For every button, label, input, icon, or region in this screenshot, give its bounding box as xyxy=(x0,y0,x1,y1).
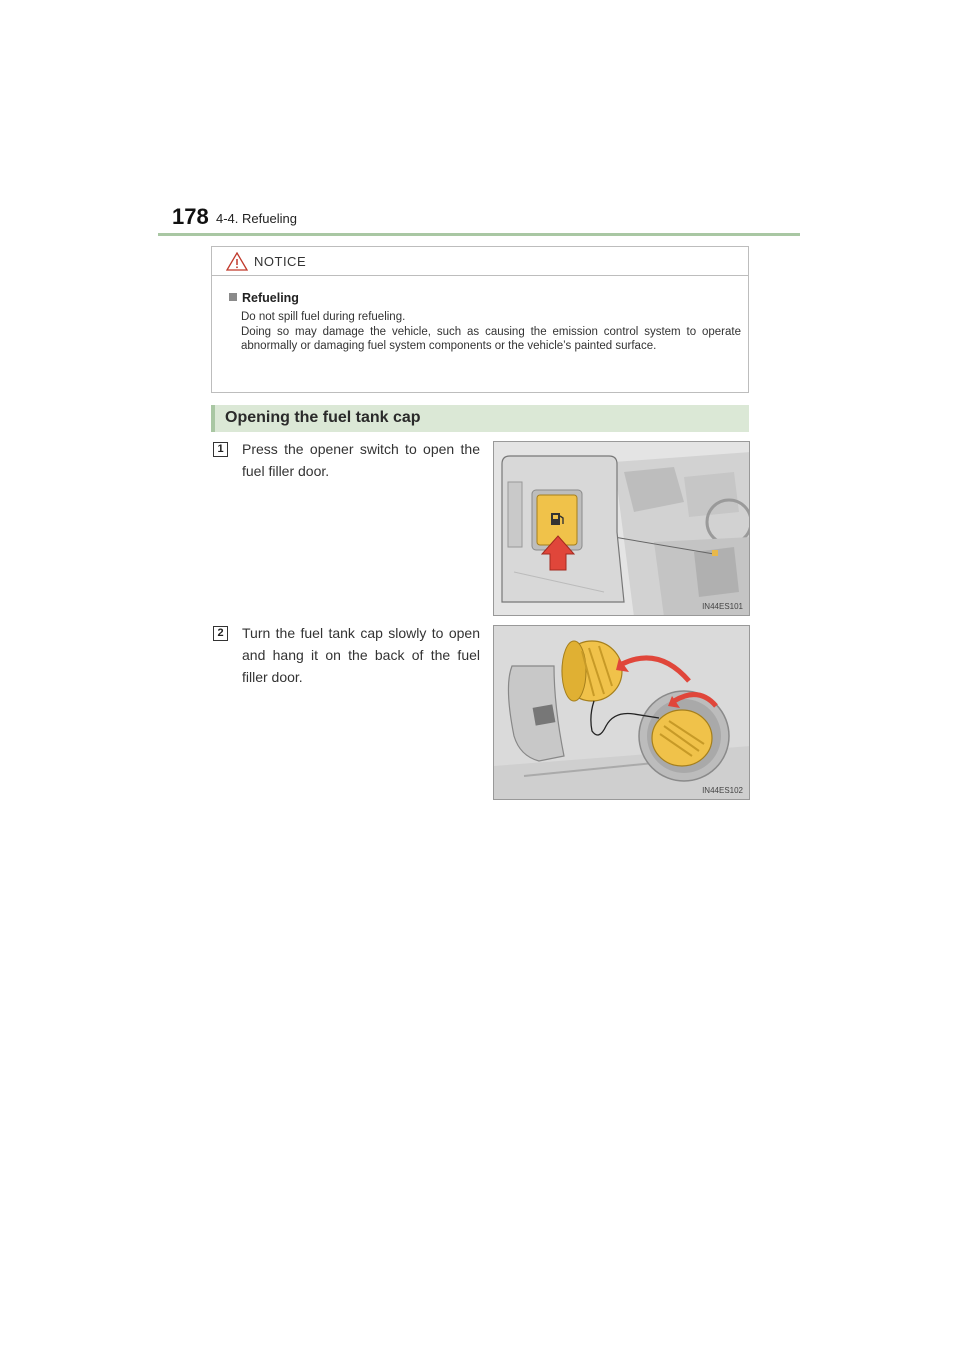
figure-code: IN44ES101 xyxy=(702,602,743,611)
section-header xyxy=(211,405,749,432)
fuel-door-switch-illustration xyxy=(494,442,750,616)
figure-code: IN44ES102 xyxy=(702,786,743,795)
warning-icon xyxy=(226,252,248,271)
notice-subheading-text: Refueling xyxy=(242,291,299,305)
fuel-tank-cap-illustration xyxy=(494,626,750,800)
section-title: 4-4. Refueling xyxy=(216,211,297,226)
figure-fuel-tank-cap xyxy=(493,625,750,800)
section-header-title: Opening the fuel tank cap xyxy=(225,409,421,426)
notice-box xyxy=(211,246,749,393)
step-text-1: Press the opener switch to open the fuel filler door. xyxy=(242,441,480,479)
step-number-1: 1 xyxy=(213,442,228,457)
notice-subheading xyxy=(229,291,299,305)
page-number: 178 xyxy=(172,204,209,229)
step-number-2: 2 xyxy=(213,626,228,641)
header-rule xyxy=(158,233,800,236)
notice-body xyxy=(241,310,741,354)
notice-header xyxy=(212,247,748,276)
step-text-2: Turn the fuel tank cap slowly to open and hang it on the back of the fuel filler door. xyxy=(242,625,480,685)
square-bullet-icon xyxy=(229,293,237,301)
notice-line: Do not spill fuel during refueling. xyxy=(241,311,406,323)
figure-fuel-door-switch xyxy=(493,441,750,616)
notice-title: NOTICE xyxy=(254,254,307,269)
notice-line: Doing so may damage the vehicle, such as causing the emission control system to operate abnormally or damaging fuel system components or the vehicle’s painted surface. xyxy=(241,325,741,352)
